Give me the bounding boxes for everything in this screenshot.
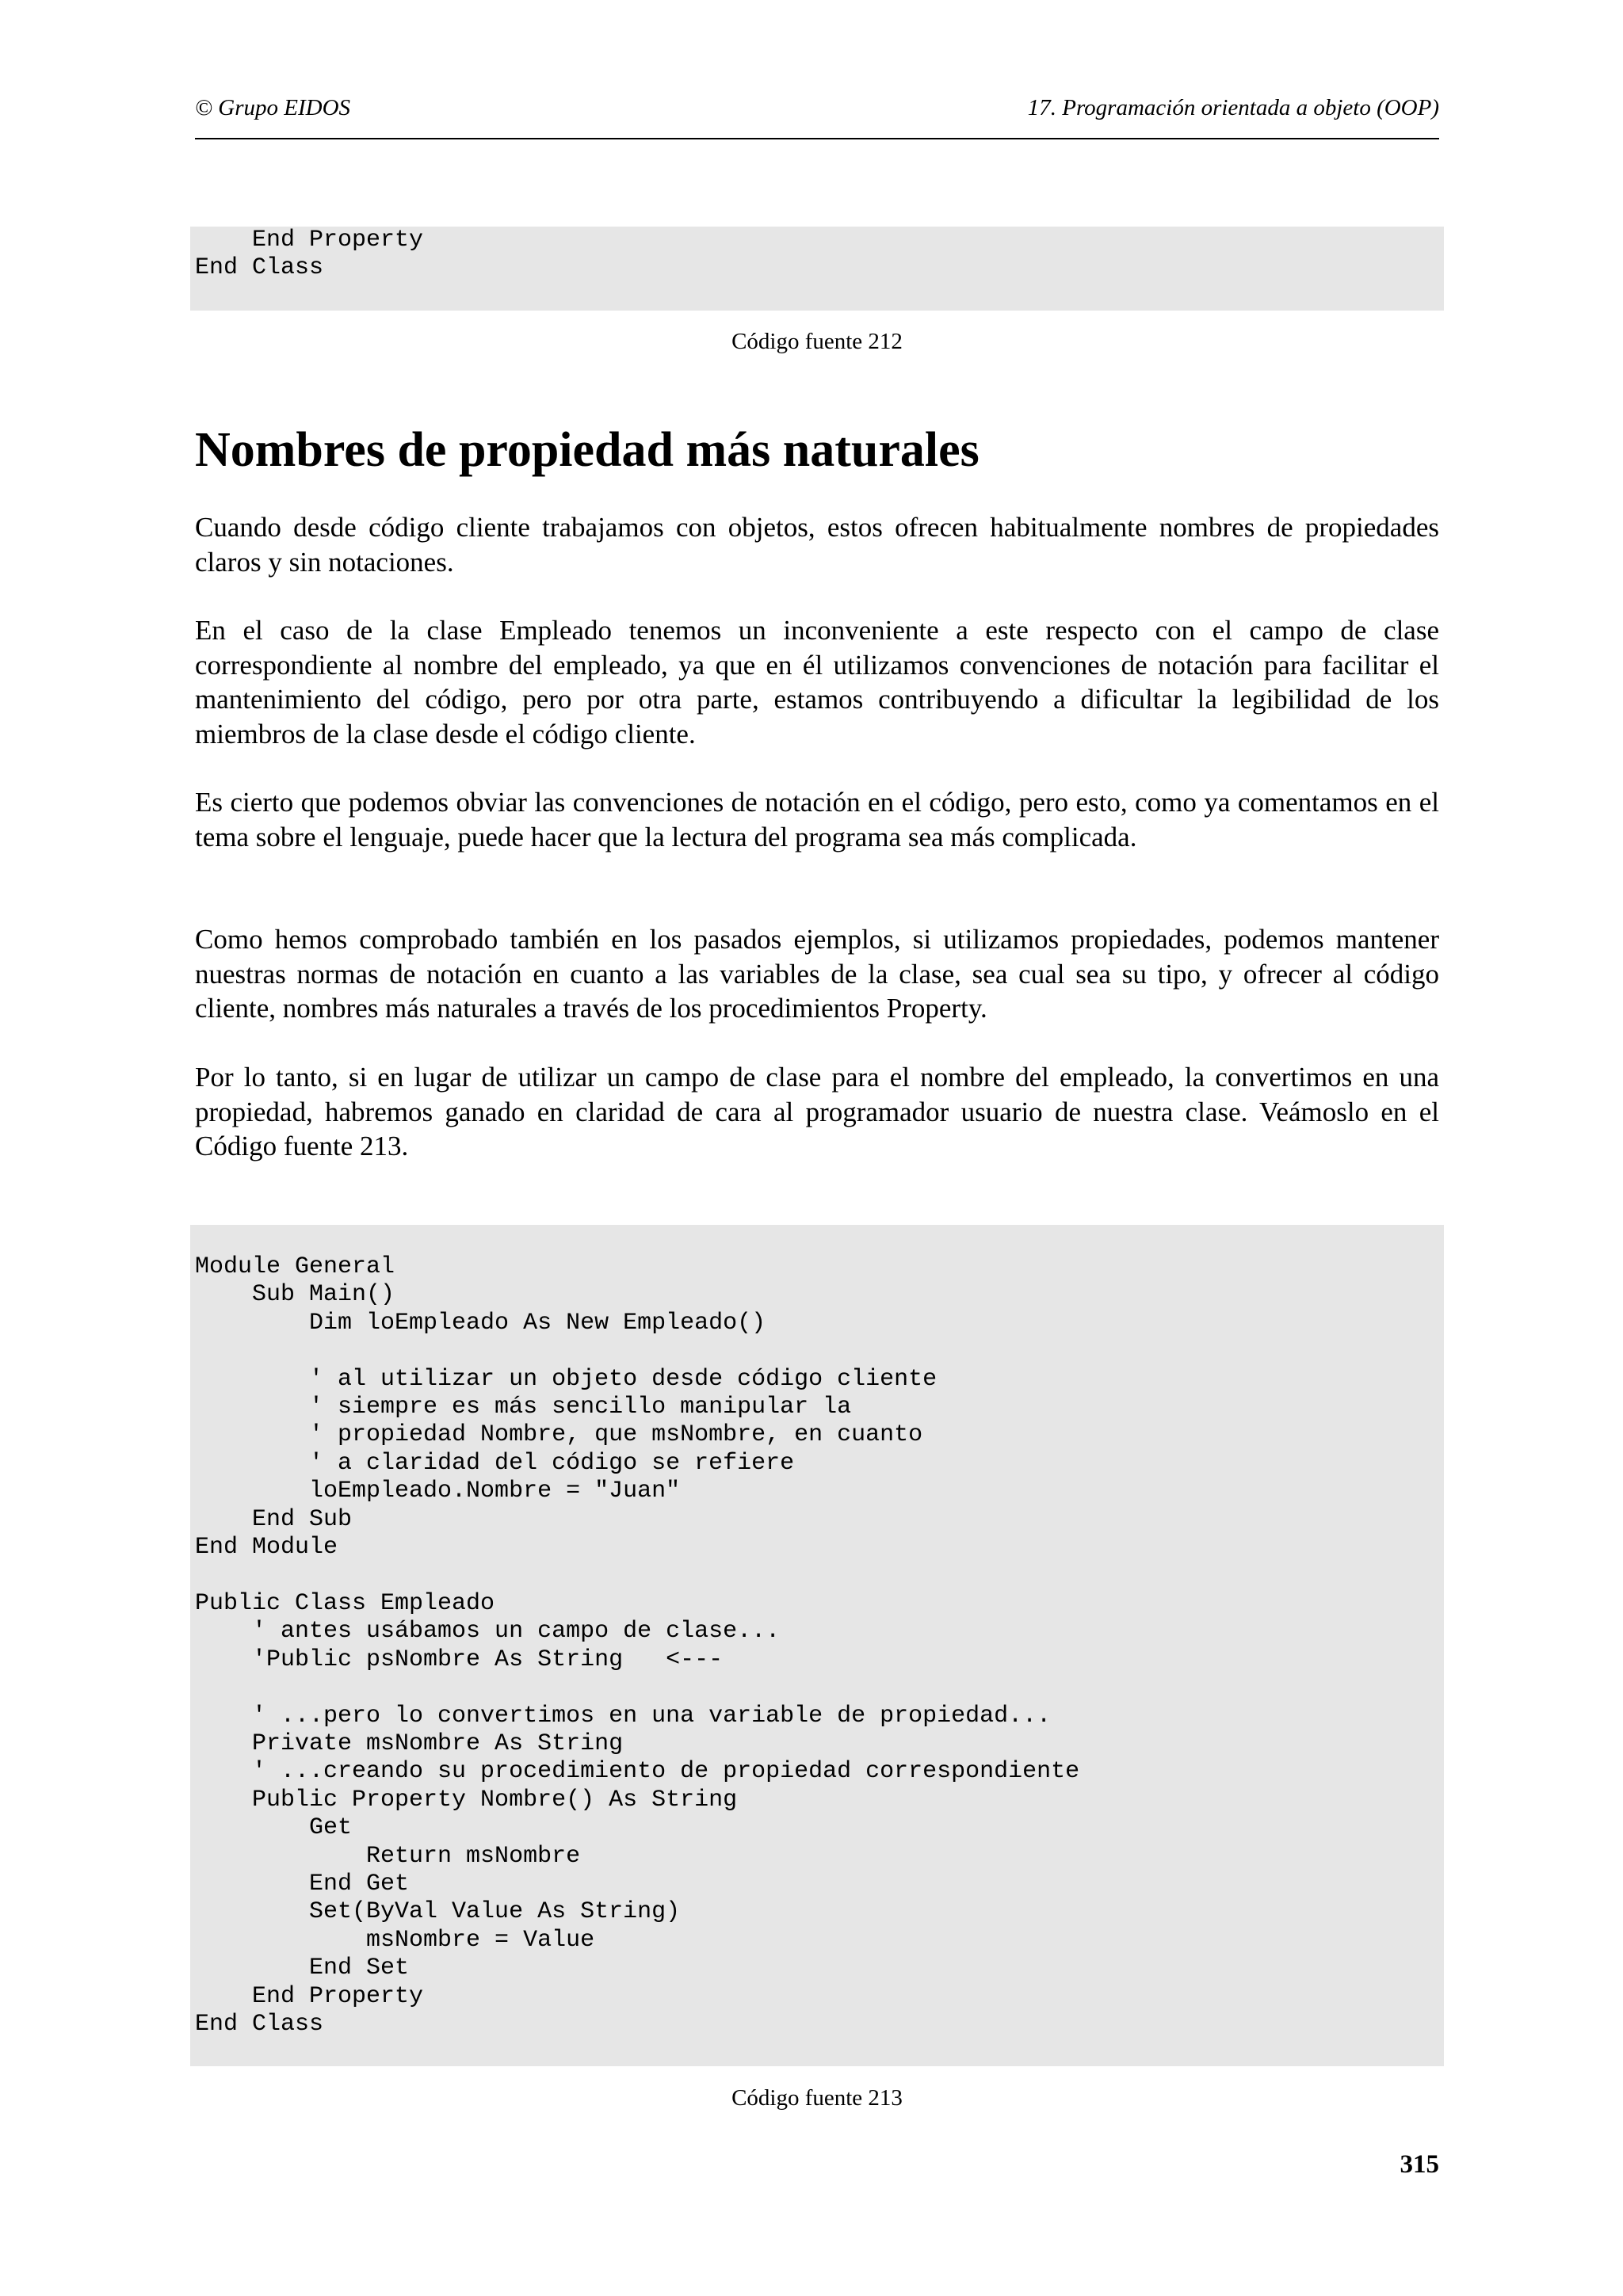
code-block-212-text: End Property End Class bbox=[195, 227, 424, 282]
code-block-212 bbox=[190, 227, 1444, 311]
section-title: Nombres de propiedad más naturales bbox=[195, 423, 980, 477]
code-block-213 bbox=[190, 1225, 1444, 2066]
running-header bbox=[195, 93, 1439, 122]
paragraph-5: Por lo tanto, si en lugar de utilizar un campo de clase para el nombre del empleado, la convertimos en una propiedad, habremos ganado en claridad de cara al programador usuario de nuestra clase. Veámoslo en el Código fuente 213. bbox=[195, 1062, 1439, 1162]
page-number: 315 bbox=[1400, 2150, 1439, 2179]
paragraph-3: Es cierto que podemos obviar las convenciones de notación en el código, pero esto, como ya comentamos en el tema sobre el lenguaje, puede hacer que la lectura del programa sea más complicada. bbox=[195, 787, 1439, 852]
header-chapter-title: 17. Programación orientada a objeto (OOP) bbox=[1027, 95, 1439, 120]
code-block-213-text: Module General Sub Main() Dim loEmpleado As New Empleado() ' al utilizar un objeto desde código cliente ' siempre es más sencillo manipular la ' propiedad Nombre, que msNombre, en cuanto ' a claridad del código se refiere loEmpleado.Nombre = "Juan" End Sub End Module Public Class Empleado ' antes usábamos un campo de clase... 'Public psNombre As String <--- ' ...pero lo convertimos en una variable de propiedad... Private msNombre As String ' ...creando su procedimiento de propiedad correspondiente Public Property Nombre() As String Get Return msNombre End Get Set(ByVal Value As String) msNombre = Value End Set End Property End Class bbox=[195, 1253, 1080, 2038]
header-publisher: © Grupo EIDOS bbox=[195, 95, 351, 120]
header-rule bbox=[195, 138, 1439, 139]
paragraph-4: Como hemos comprobado también en los pasados ejemplos, si utilizamos propiedades, podemos mantener nuestras normas de notación en cuanto a las variables de la clase, sea cual sea su tipo, y ofrecer al código cliente, nombres más naturales a través de los procedimientos Property. bbox=[195, 924, 1439, 1024]
code-caption-212: Código fuente 212 bbox=[731, 329, 903, 354]
code-caption-213: Código fuente 213 bbox=[731, 2085, 903, 2111]
paragraph-1: Cuando desde código cliente trabajamos con objetos, estos ofrecen habitualmente nombres de propiedades claros y sin notaciones. bbox=[195, 512, 1439, 578]
paragraph-2: En el caso de la clase Empleado tenemos un inconveniente a este respecto con el campo de clase correspondiente al nombre del empleado, ya que en él utilizamos convenciones de notación para facilitar el mantenimiento del código, pero por otra parte, estamos contribuyendo a dificultar la legibilidad de los miembros de la clase desde el código cliente. bbox=[195, 615, 1439, 749]
